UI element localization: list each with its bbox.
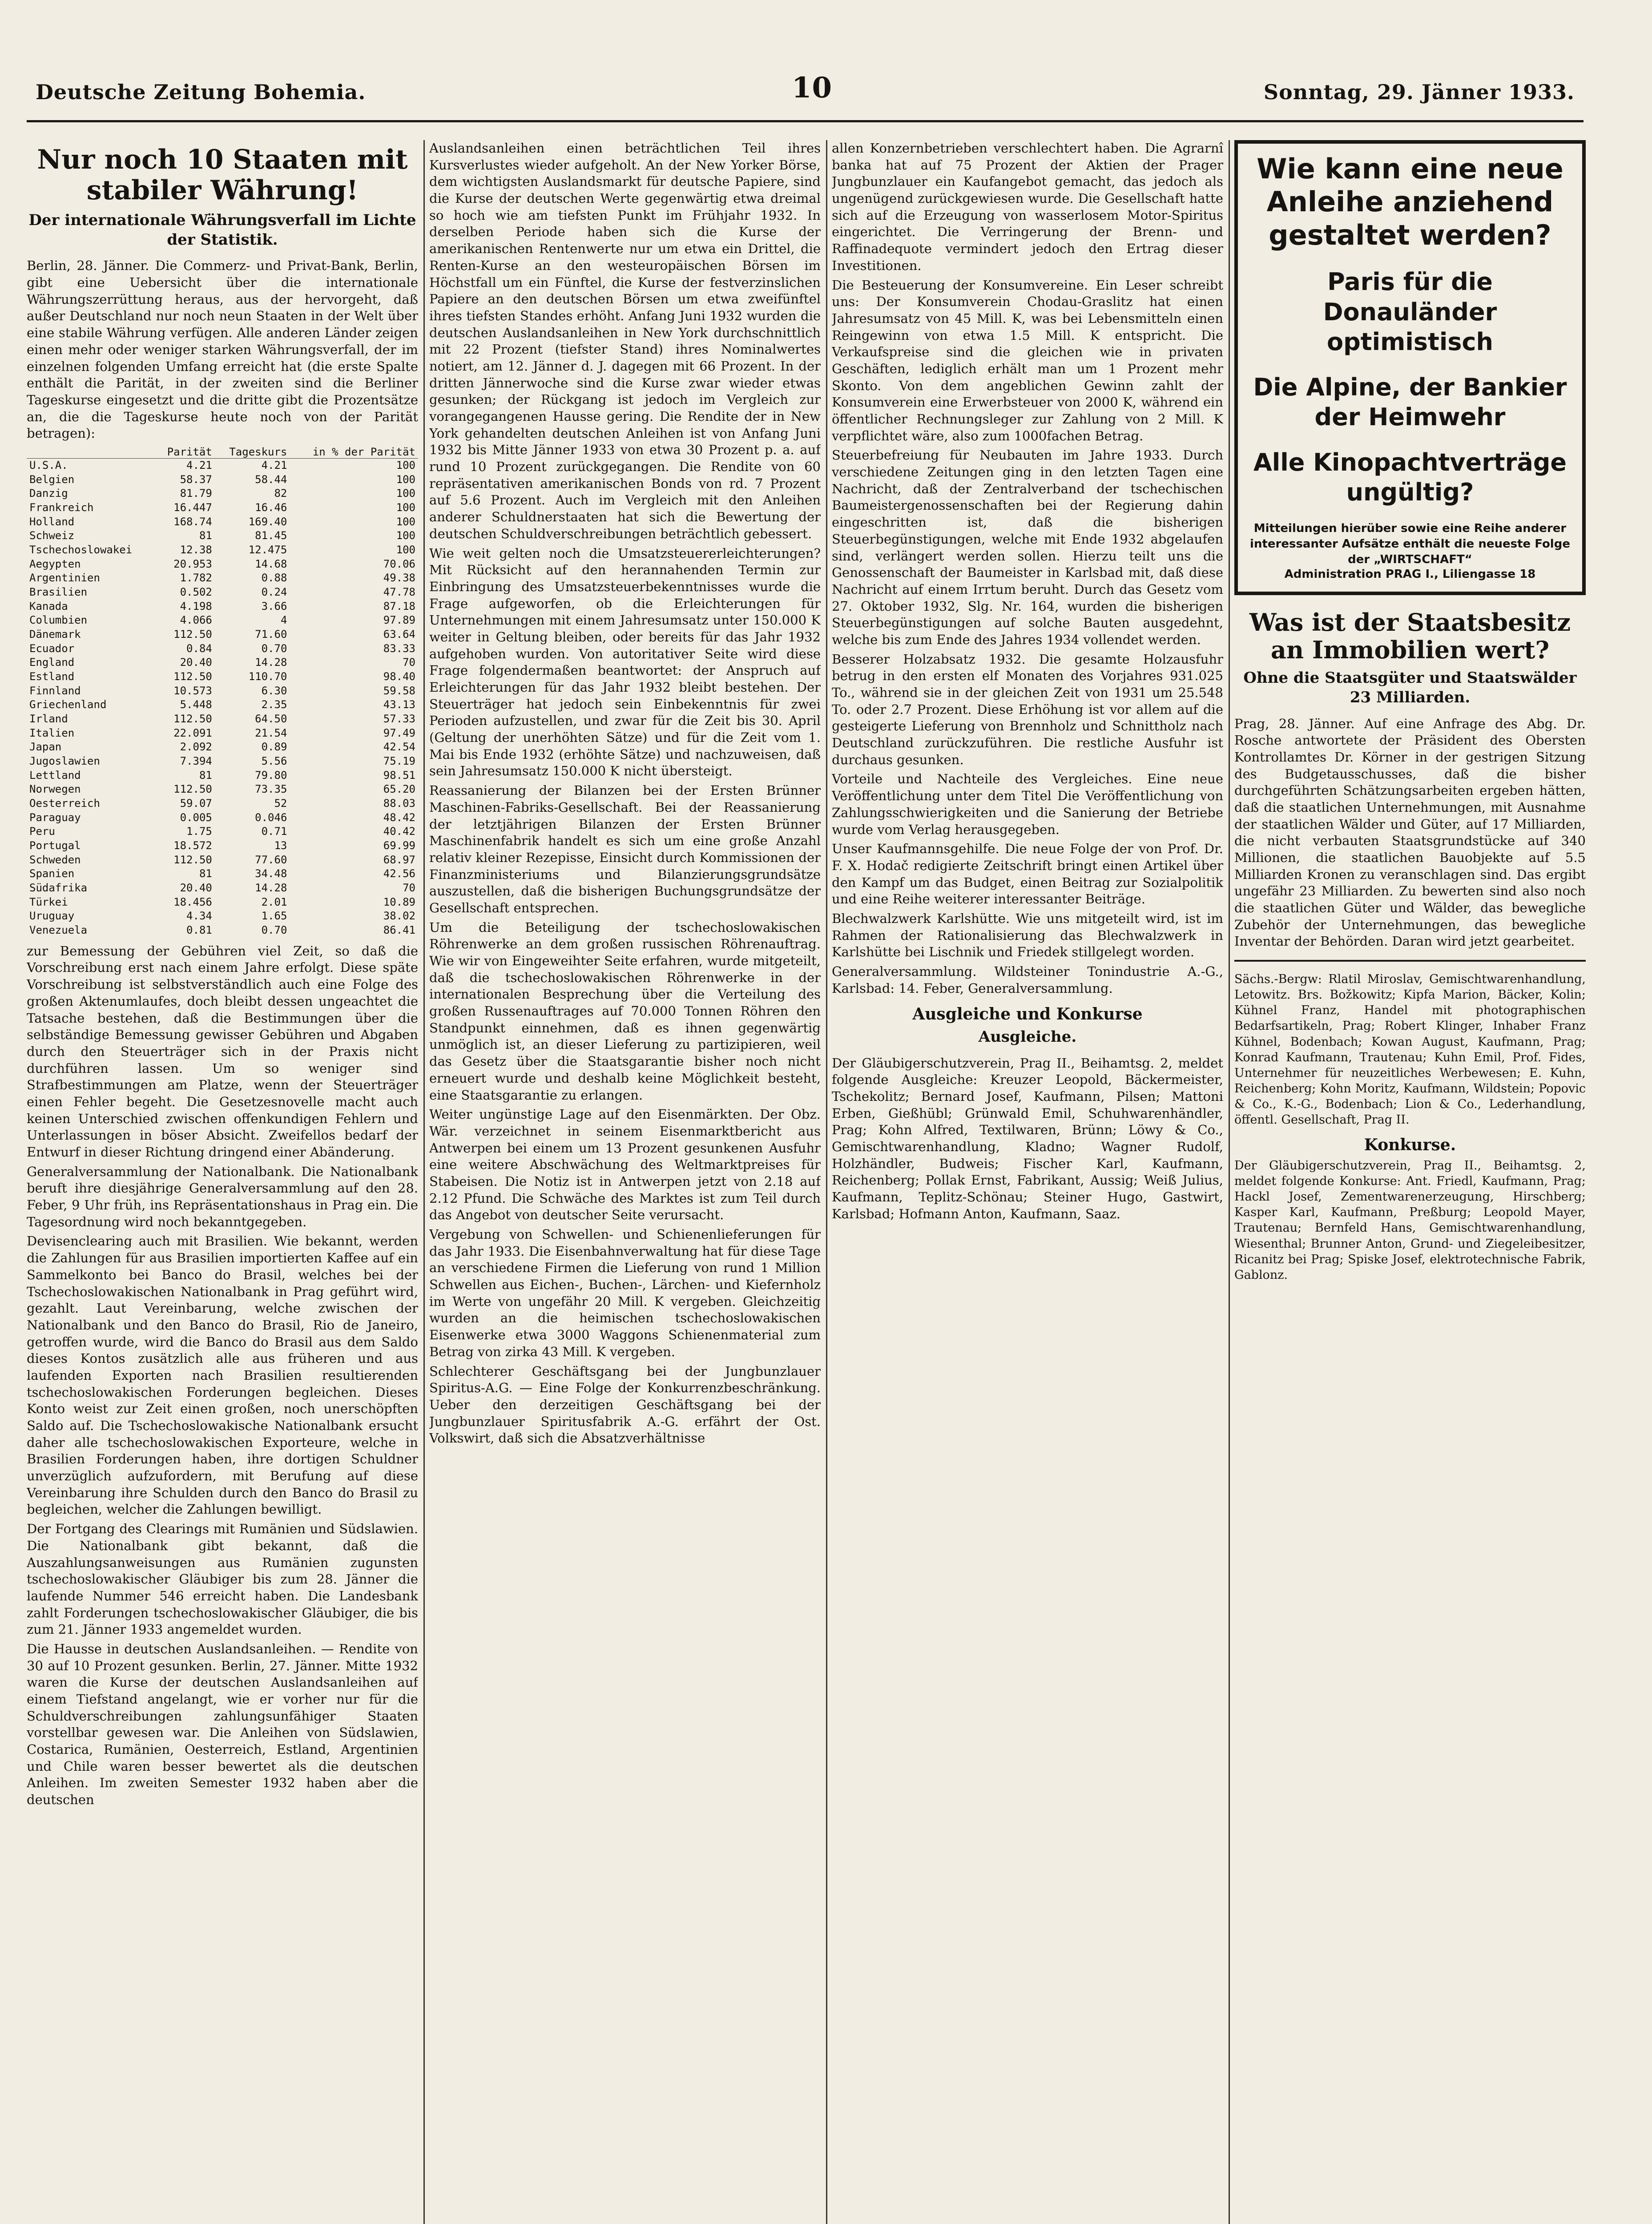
table-row: [27, 726, 418, 741]
value-cell: 100: [396, 543, 415, 556]
country-cell: Uruguay: [29, 910, 75, 923]
country-cell: Dänemark: [29, 628, 81, 641]
article-headline: Was ist der Staatsbesitz an Immobilien wert?: [1249, 608, 1571, 665]
article-paragraph: Steuerbefreiung für Neubauten im Jahre 1933. Durch verschiedene Zeitungen ging in den letzten Tagen eine Nachricht, daß der Zentralverband der tschechischen Baumeistergenossenschaften bei der Regierung dahin eingeschritten ist, daß die bisherigen Steuerbegünstigungen, welche mit Ende 1932 abgelaufen sind, verlängert werden sollen. Hierzu teilt uns die Genossenschaft der Baumeister in Karlsbad mit, daß diese Nachricht auf einem Irrtum beruht. Durch das Gesetz vom 27. Oktober 1932, Slg. Nr. 164, wurden die bisherigen Steuerbegünstigungen auf solche Bauten ausgedehnt, welche bis zum Ende des Jahres 1934 vollendet werden.: [832, 447, 1223, 647]
value-cell: 2.01: [261, 895, 287, 908]
article-paragraph: Prag, 28. Jänner. Auf eine Anfrage des Abg. Dr. Rosche antwortete der Präsident des Obersten Kontrollamtes Dr. Körner in der gestrigen Sitzung des Budgetausschusses, daß die bisher durchgeführten Schätzungsarbeiten ergeben hätten, daß die staatlichen Unternehmungen, mit Ausnahme der staatlichen Wälder und Güter, auf 17 Milliarden, die nicht verbauten Staatsgrundstücke auf 340 Millionen, die staatlichen Bauobjekte auf 5.5 Milliarden Kronen zu veranschlagen sind. Das ergibt ungefähr 23 Milliarden. Zu bewerten sind also noch die staatlichen Güter und Wälder, das bewegliche Zubehör der Unternehmungen, das bewegliche Inventar der Behörden. Daran wird jetzt gearbeitet.: [1234, 716, 1586, 949]
value-cell: 43.13: [383, 698, 415, 711]
value-cell: 70.06: [383, 557, 415, 570]
value-cell: 98.51: [383, 769, 415, 782]
value-cell: 4.198: [180, 600, 212, 612]
value-cell: 81: [199, 867, 212, 880]
value-cell: 70: [403, 882, 415, 894]
article-paragraph: allen Konzernbetrieben verschlechtert haben. Die Agrarnî banka hat auf 75 Prozent der Aktien der Prager Jungbunzlauer ein Kaufangebot gemacht, das jedoch als ungenügend zurückgewiesen wurde. Die Gesellschaft hatte sich auf die Erzeugung von wasserlosem Motor-Spiritus eingerichtet. Die Verringerung der Brenn- und Raffinadequote vermindert jedoch den Ertrag dieser Investitionen.: [832, 141, 1223, 273]
article-subhead: Der internationale Währungsverfall im Lichte der Statistik.: [28, 211, 416, 249]
value-cell: 7.394: [180, 755, 212, 768]
article-paragraph: Der Gläubigerschutzverein, Prag II., Beihamtsg. 2, meldet folgende Konkurse: Ant. Friedl, Kaufmann, Prag; Hackl Josef, Zementwarenerzeugung, Hirschberg; Kasper Karl, Kaufmann, Preßburg; Leopold Mayer, Trautenau; Bernfeld Hans, Gemischtwarenhandlung, Wiesenthal; Brunner Anton, Grund- und Ziegeleibesitzer, Ricanitz bei Prag; Spiske Josef, elektrotechnische Fabrik, Gablonz.: [1234, 1159, 1586, 1282]
value-cell: 0.88: [261, 572, 287, 584]
value-cell: 10.89: [383, 895, 415, 908]
value-cell: 21.54: [255, 726, 287, 739]
value-cell: 6.30: [261, 684, 287, 697]
value-cell: 100: [396, 473, 415, 486]
value-cell: 73.35: [255, 783, 287, 796]
country-cell: Peru: [29, 825, 55, 838]
article-paragraph: Reassanierung der Bilanzen bei der Ersten Brünner Maschinen-Fabriks-Gesellschaft. Bei der Reassanierung der letztjährigen Bilanzen der Ersten Brünner Maschinenfabrik handelt es sich um eine große Anzahl relativ kleiner Rezepisse, Einsicht durch Kommissionen der Finanzministeriums und Bilanzierungsgrundsätze auszustellen, daß die bisherigen Buchungsgrundsätze der Gesellschaft entsprechen.: [429, 783, 821, 915]
value-cell: 0.70: [261, 642, 287, 655]
article-headline: Nur noch 10 Staaten mit stabiler Währung!: [37, 144, 408, 206]
value-cell: 79.80: [255, 769, 287, 782]
value-cell: 22.091: [173, 726, 212, 739]
article-paragraph: Devisenclearing auch mit Brasilien. Wie bekannt, werden die Zahlungen für aus Brasilien importierten Kaffee auf ein Sammelkonto bei Banco do Brasil, welches bei der Tschechoslowakischen Nationalbank in Prag geführt wird, gezahlt. Laut Vereinbarung, welche zwischen der Nationalbank und den Banco do Brasil, Rio de Janeiro, getroffen wurde, wird die Banco do Brasil aus dem Saldo dieses Kontos zusätzlich alle aus früheren und aus laufenden Exporten nach Brasilien resultierenden tschechoslowakischen Forderungen begleichen. Dieses Konto weist zur Zeit einen großen, noch unerschöpften Saldo auf. Die Tschechoslowakische Nationalbank ersucht daher alle tschechoslowakischen Exporteure, welche in Brasilien Forderungen haben, ihre dortigen Schuldner unverzüglich aufzufordern, mit Berufung auf diese Vereinbarung ihre Schulden durch den Banco do Brasil zu begleichen, welcher die Zahlungen bewilligt.: [27, 1233, 418, 1517]
country-cell: Türkei: [29, 895, 68, 908]
country-cell: Holland: [29, 515, 75, 528]
article-subhead: Ohne die Staatsgüter und Staatswälder 23 Milliarden.: [1243, 669, 1577, 707]
value-cell: 5.56: [261, 755, 287, 768]
table-row: [27, 782, 418, 797]
value-cell: 100: [396, 501, 415, 514]
value-cell: 49.38: [383, 572, 415, 584]
article-paragraph: Die Besteuerung der Konsumvereine. Ein Leser schreibt uns: Der Konsumverein Chodau-Graslitz hat einen Jahresumsatz von 45 Mill. K, was bei Lebensmitteln einen Reingewinn von etwa 1.5 Mill. K entspricht. Die Verkaufspreise sind die gleichen wie in privaten Geschäften, lediglich erhält man um 1 Prozent mehr Skonto. Von dem angeblichen Gewinn zahlt der Konsumverein eine Erwerbsteuer von 2000 K, während ein öffentlicher Rechnungsleger zur Zahlung von 2 Mill. K verpflichtet wäre, also zum 1000fachen Betrag.: [832, 277, 1223, 443]
value-cell: 65.20: [383, 783, 415, 796]
section-heading: Konkurse.: [1364, 1136, 1456, 1155]
country-cell: Oesterreich: [29, 797, 100, 810]
value-cell: 0.70: [261, 924, 287, 937]
value-cell: 4: [280, 614, 287, 627]
ad-line: Alle Kinopachtverträge ungültig?: [1253, 448, 1567, 507]
ad-title: Wie kann eine neue Anleihe anziehend gestaltet werden?: [1257, 153, 1563, 251]
value-cell: 112.50: [173, 853, 212, 866]
country-cell: Ecuador: [29, 642, 75, 655]
value-cell: 110.70: [248, 670, 287, 683]
value-cell: 4.21: [186, 459, 212, 471]
value-cell: 57.33: [383, 713, 415, 725]
value-cell: 100: [396, 529, 415, 542]
page-number: 10: [792, 71, 833, 105]
table-row: [27, 585, 418, 600]
masthead-date: Sonntag, 29. Jänner 1933.: [1263, 80, 1575, 104]
ad-address: Administration PRAG I., Liliengasse 18: [1284, 567, 1536, 581]
value-cell: 18.456: [173, 895, 212, 908]
article-paragraph: zur Bemessung der Gebühren viel Zeit, so daß die Vorschreibung erst nach einem Jahre erfolgt. Diese späte Vorschreibung ist selbstverständlich auch eine Folge des großen Aktenumlaufes, doch bleibt dessen ungeachtet die Tatsache bestehen, daß die Bestimmungen über die selbständige Bemessung gewisser Gebühren und Abgaben durch den Steuerträger sich in der Praxis nicht durchführen lassen. Um so weniger sind Strafbestimmungen am Platze, wenn der Steuerträger einen Fehler begeht. Die Gesetzesnovelle macht auch keinen Unterschied zwischen offenkundigen Fehlern und Unterlassungen in böser Absicht. Zweifellos bedarf der Entwurf in dieser Richtung dringend einer Abänderung.: [27, 943, 418, 1160]
value-cell: 12.475: [248, 543, 287, 556]
ad-note: Mitteilungen hierüber sowie eine Reihe anderer interessanter Aufsätze enthält die neueste Folge der „WIRTSCHAFT“: [1250, 521, 1570, 566]
article-paragraph: Generalversammlung der Nationalbank. Die Nationalbank beruft ihre diesjährige Generalversammlung auf den 28. Feber, 9 Uhr früh, ins Repräsentationshaus in Prag ein. Die Tagesordnung wird noch bekanntgegeben.: [27, 1164, 418, 1229]
table-header: Tageskurs: [215, 446, 290, 459]
value-cell: 42.56: [383, 867, 415, 880]
value-cell: 34.48: [255, 867, 287, 880]
value-cell: 4.34: [186, 910, 212, 923]
masthead-title: Deutsche Zeitung Bohemia.: [36, 80, 366, 104]
value-cell: 97.49: [383, 726, 415, 739]
article-paragraph: Weiter ungünstige Lage auf den Eisenmärkten. Der Obz. Wär. verzeichnet in seinem Eisenmarktbericht aus Antwerpen bei einem um 13 Prozent gesunkenen Ausfuhr eine weitere Abschwächung des Weltmarktpreises für Stabeisen. Die Notiz ist in Antwerpen jetzt von 2.18 auf 2.12 Pfund. Die Schwäche des Marktes ist zum Teil durch das Angebot von deutscher Seite verursacht.: [429, 1107, 821, 1223]
article-paragraph: Generalversammlung. Wildsteiner Tonindustrie A.-G., Karlsbad: 14. Feber, Generalversammlung.: [832, 964, 1223, 996]
country-cell: Griechenland: [29, 698, 107, 711]
value-cell: 112.50: [173, 713, 212, 725]
table-row: [27, 839, 418, 853]
value-cell: 38.02: [383, 910, 415, 923]
value-cell: 87.18: [383, 600, 415, 612]
value-cell: 5.448: [180, 698, 212, 711]
table-row: [27, 754, 418, 769]
table-row: [27, 670, 418, 684]
article-paragraph: Wie weit gelten noch die Umsatzsteuererleichterungen? Mit Rücksicht auf den herannahenden Termin zur Einbringung des Umsatzsteuerbekenntnisses wurde die Frage aufgeworfen, ob die Erleichterungen für Unternehmungen mit einem Jahresumsatz unter 150.000 K weiter in Geltung bleiben, oder bereits für das Jahr 1932 aufgehoben wurden. Von autoritativer Seite wird diese Frage folgendermaßen beantwortet: der Anspruch auf Erleichterungen für das Jahr 1932 bleibt bestehen. Der Steuerträger hat jedoch sein Einbekenntnis für zwei Perioden aufzustellen, und zwar für die Zeit bis 30. April (Geltung der unerhöhten Sätze) und für die Zeit vom 1. Mai bis Ende 1932 (erhöhte Sätze) und nachzuweisen, daß sein Jahresumsatz 150.000 K nicht übersteigt.: [429, 545, 821, 779]
value-cell: 20.953: [173, 557, 212, 570]
value-cell: 81: [199, 769, 212, 782]
value-cell: 69.99: [383, 839, 415, 852]
country-cell: Jugoslawien: [29, 755, 100, 768]
value-cell: 112.50: [173, 670, 212, 683]
value-cell: 97.89: [383, 614, 415, 627]
country-cell: Spanien: [29, 867, 75, 880]
value-cell: 81.45: [255, 529, 287, 542]
newspaper-page: [27, 53, 1584, 2224]
value-cell: 1.65: [261, 910, 287, 923]
table-row: [27, 656, 418, 670]
column-divider: [1229, 140, 1230, 2224]
value-cell: 82: [274, 487, 287, 500]
table-row: [27, 628, 418, 642]
value-cell: 0.046: [255, 811, 287, 824]
value-cell: 100: [396, 487, 415, 500]
value-cell: 52: [274, 797, 287, 810]
value-cell: 59.58: [383, 684, 415, 697]
value-cell: 77.60: [255, 853, 287, 866]
table-row: [27, 867, 418, 881]
column-3: [832, 140, 1223, 2224]
value-cell: 112.50: [173, 628, 212, 641]
value-cell: 0.89: [261, 741, 287, 753]
table-row: [27, 515, 418, 529]
table-row: [27, 501, 418, 515]
country-cell: Brasilien: [29, 585, 88, 598]
table-row: [27, 600, 418, 614]
country-cell: Irland: [29, 713, 68, 725]
article-paragraph: Schlechterer Geschäftsgang bei der Jungbunzlauer Spiritus-A.G. — Eine Folge der Konkurrenzbeschränkung. Ueber den derzeitigen Geschäftsgang bei der Jungbunzlauer Spiritusfabrik A.-G. erfährt der Ost. Volkswirt, daß sich die Absatzverhältnisse: [429, 1363, 821, 1446]
country-cell: U.S.A.: [29, 459, 68, 471]
table-row: [27, 712, 418, 726]
value-cell: 0.71: [261, 825, 287, 838]
value-cell: 0.502: [180, 585, 212, 598]
country-cell: Paraguay: [29, 811, 81, 824]
value-cell: 81: [199, 529, 212, 542]
country-cell: England: [29, 656, 75, 669]
value-cell: 112.50: [173, 783, 212, 796]
value-cell: 58.37: [180, 473, 212, 486]
value-cell: 20.40: [180, 882, 212, 894]
country-cell: Italien: [29, 726, 75, 739]
article-paragraph: Vergebung von Schwellen- und Schienenlieferungen für das Jahr 1933. Die Eisenbahnverwaltung hat für diese Tage an verschiedene Firmen die Lieferung von rund 1 Million Schwellen aus Eichen-, Buchen-, Lärchen- und Kiefernholz im Werte von ungefähr 20 Mill. K vergeben. Gleichzeitig wurden an die heimischen tschechoslowakischen Eisenwerke etwa 3000 Waggons Schienenmaterial zum Betrag von zirka 43 Mill. K vergeben.: [429, 1227, 821, 1359]
country-cell: Finnland: [29, 684, 81, 697]
column-divider: [826, 140, 827, 2224]
value-cell: 13: [274, 839, 287, 852]
table-row: [27, 853, 418, 867]
article-paragraph: Sächs.-Bergw: Rlatil Miroslav, Gemischtwarenhandlung, Letowitz. Brs. Božkowitz; Kipfa Marion, Bäcker, Kolin; Kühnel Franz, Handel mit photographischen Bedarfsartikeln, Prag; Robert Klinger, Inhaber Franz Kühnel, Bodenbach; Kowan August, Kaufmann, Prag; Konrad Kaufmann, Trautenau; Kuhn Emil, Prof. Fides, Unternehmer für neuzeitliches Werbewesen; E. Kuhn, Reichenberg; Kohn Moritz, Kaufmann, Wildstein; Popovic & Co., K.-G., Bodenbach; Lion & Co., Lederhandlung, öffentl. Gesellschaft, Prag II.: [1234, 972, 1586, 1127]
value-cell: 0.81: [186, 924, 212, 937]
value-cell: 68.97: [383, 853, 415, 866]
value-cell: 14.28: [255, 656, 287, 669]
table-row: [27, 571, 418, 585]
table-row: [27, 923, 418, 938]
value-cell: 86.41: [383, 924, 415, 937]
value-cell: 16.447: [173, 501, 212, 514]
country-cell: Portugal: [29, 839, 81, 852]
article-paragraph: Besserer Holzabsatz 1932. Die gesamte Holzausfuhr betrug in den ersten elf Monaten des Vorjahres 931.025 To., während sie in der gleichen Zeit von 1931 um 25.548 To. oder 2.7 Prozent. Diese Erhöhung ist vor allem auf die gesteigerte Lieferung von Brennholz und Schnittholz nach Deutschland zurückzuführen. Die restliche Ausfuhr ist durchaus gesunken.: [832, 651, 1223, 767]
article-paragraph: Der Gläubigerschutzverein, Prag II., Beihamtsg. 2, meldet folgende Ausgleiche: Kreuzer Leopold, Bäckermeister, Tschekolitz; Bernard Josef, Kaufmann, Pilsen; Mattoni Erben, Gießhübl; Grünwald Emil, Schuhwarenhändler, Prag; Kohn Alfred, Textilwaren, Brünn; Löwy & Co., Gemischtwarenhandlung, Kladno; Wagner Rudolf, Holzhändler, Budweis; Fischer Karl, Kaufmann, Reichenberg; Pollak Ernst, Fabrikant, Aussig; Weiß Julius, Kaufmann, Teplitz-Schönau; Steiner Hugo, Gastwirt, Karlsbad; Hofmann Anton, Kaufmann, Saaz.: [832, 1055, 1223, 1221]
value-cell: 48.42: [383, 811, 415, 824]
table-header: [27, 446, 155, 459]
value-cell: 63.64: [383, 628, 415, 641]
country-cell: Lettland: [29, 769, 81, 782]
article-paragraph: Auslandsanleihen einen beträchtlichen Teil ihres Kursverlustes wieder aufgeholt. An der New Yorker Börse, dem wichtigsten Auslandsmarkt für deutsche Papiere, sind die Kurse der deutschen Werte gegenwärtig etwa dreimal so hoch wie am tiefsten Punkt im Frühjahr 1932. In derselben Periode haben sich die Kurse der amerikanischen Rentenwerte nur um etwa ein Drittel, die Renten-Kurse an den westeuropäischen Börsen im Höchstfall um ein Fünftel, die Kurse der festverzinslichen Papiere an den deutschen Börsen um etwa zweifünftel ihres tiefsten Standes erhöht. Anfang Juni 1932 wurden die deutschen Auslandsanleihen in New York durchschnittlich mit 22 Prozent (tiefster Stand) ihres Nominalwertes notiert, am 12. Jänner d. J. dagegen mit 66 Prozent. In der dritten Jännerwoche sind die Kurse zwar wieder etwas gesunken; der Rückgang ist jedoch im Vergleich zur vorangegangenen Hausse gering. Die Rendite der in New York gehandelten deutschen Anleihen ist von Anfang Juni 1932 bis Mitte Jänner 1933 von etwa 30 Prozent p. a. auf rund 10 Prozent zurückgegangen. Die Rendite von 60 repräsentativen amerikanischen Bonds von rd. 7 Prozent auf 5.6 Prozent. Auch im Vergleich mit den Anleihen anderer Schuldnerstaaten hat sich die Bewertung der deutschen Schuldverschreibungen beträchtlich gebessert.: [429, 141, 821, 541]
country-cell: Japan: [29, 741, 62, 753]
value-cell: 81.79: [180, 487, 212, 500]
article-paragraph: Um die Beteiligung der tschechoslowakischen Röhrenwerke an dem großen russischen Röhrenauftrag. Wie wir von Eingeweihter Seite erfahren, wurde mitgeteilt, daß die tschechoslowakischen Röhrenwerke in der internationalen Besprechung über die Verteilung des großen Russenauftrages auf 70.000 Tonnen Röhren den Standpunkt einnehmen, daß es ihnen gegenwärtig unmöglich ist, an dieser Lieferung zu partizipieren, weil das Gesetz über die Staatsgarantie bisher noch nicht erneuert wurde und deshalb keine Möglichkeit besteht, eine Staatsgarantie zu erlangen.: [429, 919, 821, 1103]
value-cell: 70: [403, 656, 415, 669]
country-cell: Venezuela: [29, 924, 88, 937]
table-row: [27, 797, 418, 811]
table-row: [27, 487, 418, 501]
table-row: [27, 473, 418, 487]
table-row: [27, 698, 418, 712]
table-row: [27, 881, 418, 895]
column-divider: [423, 140, 425, 2224]
value-cell: 98.40: [383, 670, 415, 683]
table-row: [27, 557, 418, 572]
country-cell: Argentinien: [29, 572, 100, 584]
value-cell: 59.07: [180, 797, 212, 810]
value-cell: 169.40: [248, 515, 287, 528]
article-paragraph: Berlin, 28. Jänner. Die Commerz- und Privat-Bank, Berlin, gibt eine Uebersicht über die internationale Währungszerrüttung heraus, aus der hervorgeht, daß außer Deutschland nur noch neun Staaten in der Welt über eine stabile Währung verfügen. Alle anderen Länder zeigen einen mehr oder weniger starken Währungsverfall, der im einzelnen folgenden Umfang erreicht hat (die erste Spalte enthält die Parität, in der zweiten sind die Berliner Tageskurse eingesetzt und die dritte gibt die Prozentsätze an, die die Tageskurse heute noch von der Parität betragen):: [27, 258, 418, 441]
value-cell: 42.54: [383, 741, 415, 753]
table-header: Parität: [155, 446, 215, 459]
table-row: [27, 642, 418, 656]
country-cell: Norwegen: [29, 783, 81, 796]
value-cell: 83.33: [383, 642, 415, 655]
masthead-rule: [27, 120, 1584, 122]
country-cell: Südafrika: [29, 882, 88, 894]
section-subheading: Ausgleiche.: [978, 1028, 1077, 1046]
article-paragraph: Unser Kaufmannsgehilfe. Die neue Folge der von Prof. Dr. F. X. Hodač redigierte Zeitschrift bringt einen Artikel über den Kampf um das Budget, einen Beitrag zur Sozialpolitik und eine Reihe weiterer interessanter Beiträge.: [832, 841, 1223, 907]
column-4: [1234, 140, 1586, 2224]
value-cell: 14.28: [255, 882, 287, 894]
table-row: [27, 613, 418, 628]
country-cell: Kanada: [29, 600, 68, 612]
value-cell: 47.78: [383, 585, 415, 598]
table-row: [27, 458, 418, 472]
divider: [1234, 960, 1586, 962]
value-cell: 88.03: [383, 797, 415, 810]
value-cell: 0.84: [186, 642, 212, 655]
country-cell: Schweden: [29, 853, 81, 866]
value-cell: 100: [396, 515, 415, 528]
table-row: [27, 684, 418, 698]
value-cell: 0.005: [180, 811, 212, 824]
value-cell: 168.74: [173, 515, 212, 528]
value-cell: 12.38: [180, 543, 212, 556]
value-cell: 75.19: [383, 755, 415, 768]
country-cell: Frankreich: [29, 501, 94, 514]
value-cell: 2.092: [180, 741, 212, 753]
country-cell: Columbien: [29, 614, 88, 627]
column-2: [429, 140, 821, 2224]
value-cell: 0.24: [261, 585, 287, 598]
value-cell: 71.60: [255, 628, 287, 641]
table-header: in % der Parität: [290, 446, 418, 459]
currency-table: [27, 446, 418, 938]
value-cell: 1.782: [180, 572, 212, 584]
value-cell: 3.66: [261, 600, 287, 612]
table-row: [27, 529, 418, 543]
value-cell: 18.572: [173, 839, 212, 852]
advertisement-box: [1234, 140, 1586, 595]
country-cell: Aegypten: [29, 557, 81, 570]
value-cell: 40.42: [383, 825, 415, 838]
value-cell: 4.066: [180, 614, 212, 627]
country-cell: Estland: [29, 670, 75, 683]
article-paragraph: Der Fortgang des Clearings mit Rumänien und Südslawien. Die Nationalbank gibt bekannt, daß die Auszahlungsanweisungen aus Rumänien zugunsten tschechoslowakischer Gläubiger bis zum 28. Jänner die laufende Nummer 546 erreicht haben. Die Landesbank zahlt Forderungen tschechoslowakischer Gläubiger, die bis zum 21. Jänner 1933 angemeldet wurden.: [27, 1521, 418, 1637]
country-cell: Tschechoslowakei: [29, 543, 133, 556]
table-row: [27, 825, 418, 839]
article-paragraph: Vorteile und Nachteile des Vergleiches. Eine neue Veröffentlichung unter dem Titel Die Veröffentlichung von Zahlungsschwierigkeiten und die Sanierung der Betriebe wurde vom Verlag herausgegeben.: [832, 771, 1223, 837]
value-cell: 20.40: [180, 656, 212, 669]
article-paragraph: Die Hausse in deutschen Auslandsanleihen. — Rendite von 30 auf 10 Prozent gesunken. Berlin, 27. Jänner. Mitte 1932 waren die Kurse der deutschen Auslandsanleihen auf einem Tiefstand angelangt, wie er vorher nur für die Schuldverschreibungen zahlungsunfähiger Staaten vorstellbar gewesen war. Die Anleihen von Südslawien, Costarica, Rumänien, Oesterreich, Estland, Argentinien und Chile waren besser bewertet als die deutschen Anleihen. Im zweiten Semester 1932 haben aber die deutschen: [27, 1641, 418, 1808]
value-cell: 64.50: [255, 713, 287, 725]
country-cell: Danzig: [29, 487, 68, 500]
value-cell: 16.46: [255, 501, 287, 514]
article-paragraph: Blechwalzwerk Karlshütte. Wie uns mitgeteilt wird, ist im Rahmen der Rationalisierung das Blechwalzwerk in Karlshütte bei Lischnik und Friedek stillgelegt worden.: [832, 911, 1223, 960]
value-cell: 100: [396, 459, 415, 471]
table-row: [27, 811, 418, 825]
value-cell: 2.35: [261, 698, 287, 711]
table-row: [27, 740, 418, 754]
section-heading: Ausgleiche und Konkurse: [912, 1005, 1143, 1024]
value-cell: 10.573: [173, 684, 212, 697]
ad-line: Die Alpine, der Bankier der Heimwehr: [1253, 373, 1567, 431]
ad-line: Paris für die Donauländer optimistisch: [1323, 268, 1497, 356]
value-cell: 14.68: [255, 557, 287, 570]
value-cell: 58.44: [255, 473, 287, 486]
country-cell: Schweiz: [29, 529, 75, 542]
table-row: [27, 895, 418, 910]
value-cell: 1.75: [186, 825, 212, 838]
value-cell: 4.21: [261, 459, 287, 471]
table-row: [27, 543, 418, 557]
country-cell: Belgien: [29, 473, 75, 486]
table-row: [27, 769, 418, 783]
table-row: [27, 909, 418, 923]
column-1: [27, 140, 418, 2224]
